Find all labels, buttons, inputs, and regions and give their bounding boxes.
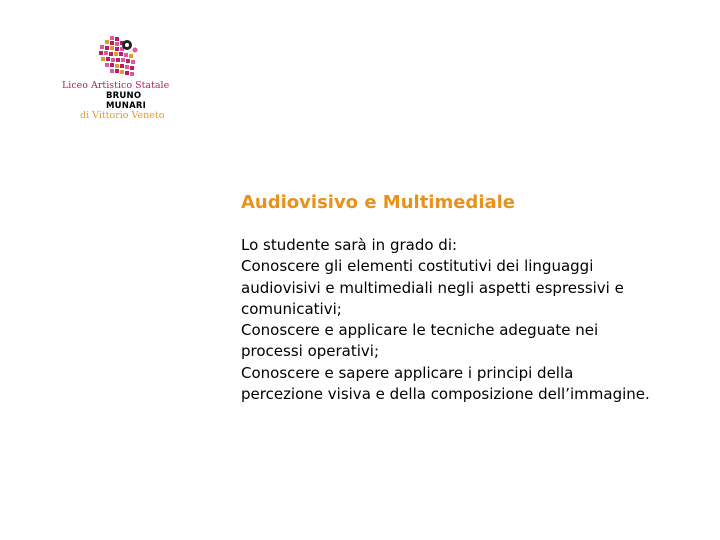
body-line: comunicativi; (241, 299, 342, 318)
body-line: Lo studente sarà in grado di: (241, 236, 458, 254)
body-line: Conoscere e applicare le tecniche adeguate nei (241, 321, 599, 340)
school-logo-mark-icon (96, 36, 140, 78)
body-line: processi operativi; (241, 342, 380, 361)
school-name (62, 81, 182, 121)
body-line: Conoscere e sapere applicare i principi della (241, 363, 574, 382)
body-line: Conoscere gli elementi costitutivi dei linguaggi (241, 257, 594, 276)
body-line: percezione visiva e della composizione dell’immagine. (241, 385, 650, 404)
school-name-line3: di Vittorio Veneto (80, 110, 165, 121)
school-logo (62, 36, 182, 121)
slide-body (241, 235, 711, 405)
slide-content (241, 191, 711, 405)
body-line: audiovisivi e multimediali negli aspetti espressivi e (241, 278, 624, 297)
school-name-line1: Liceo Artistico Statale (62, 80, 170, 91)
school-name-line2: BRUNO MUNARI (106, 91, 146, 111)
slide-title: Audiovisivo e Multimediale (241, 192, 516, 213)
